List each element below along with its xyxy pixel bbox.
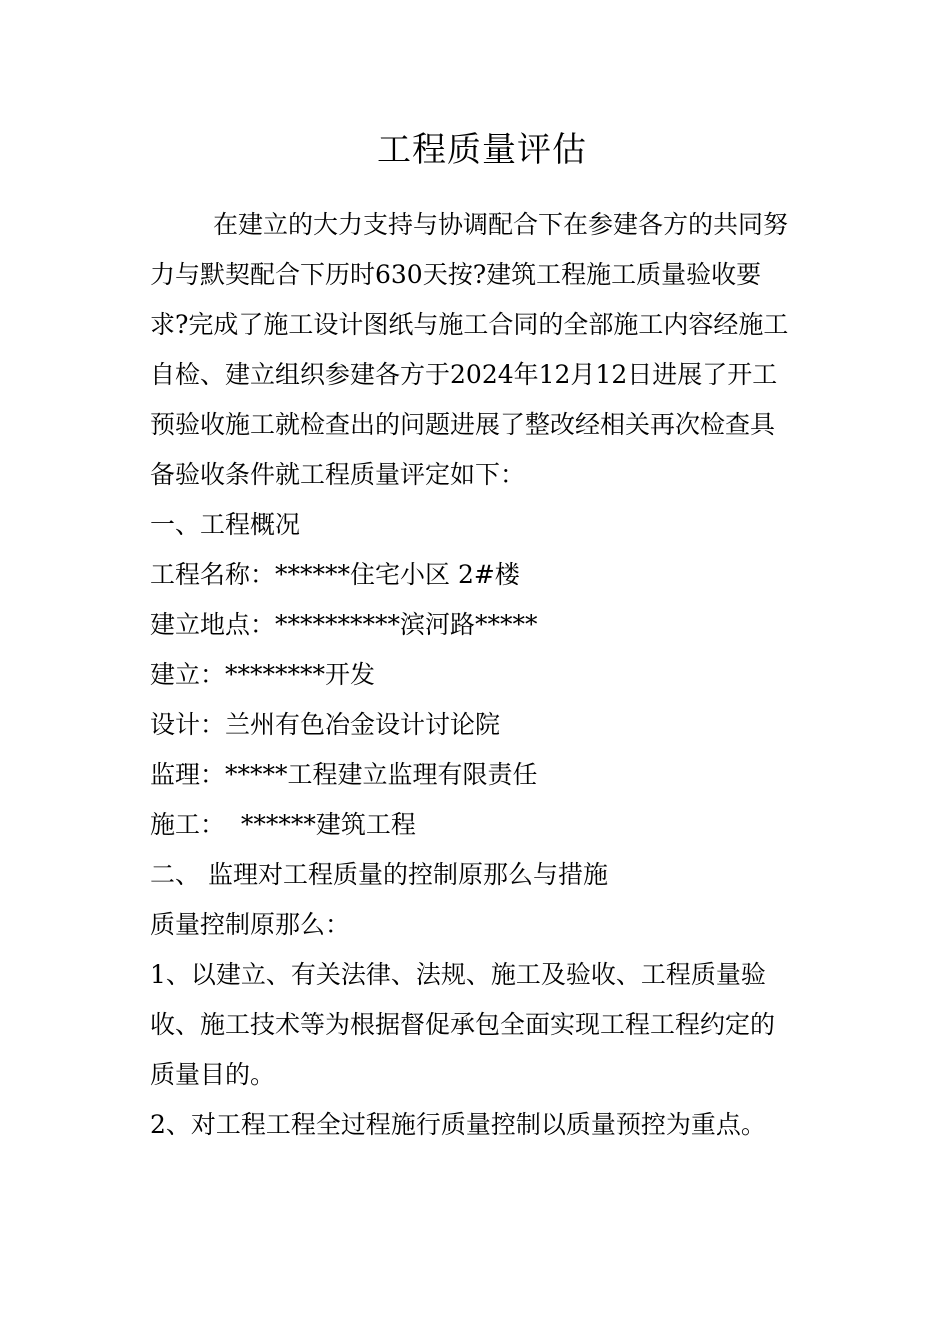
document-title: 工程质量评估 [377, 130, 587, 170]
overview-item-contractor: 施工： ******建筑工程 [150, 810, 416, 839]
overview-item-location: 建立地点：**********滨河路***** [150, 610, 538, 639]
principles-heading: 质量控制原那么： [150, 910, 351, 939]
intro-line: 预验收施工就检查出的问题进展了整改经相关再次检查具 [150, 410, 776, 439]
intro-line: 在建立的大力支持与协调配合下在参建各方的共同努 [213, 210, 789, 239]
overview-item-designer: 设计：兰州有色冶金设计讨论院 [150, 710, 501, 739]
intro-line: 自检、建立组织参建各方于2024年12月12日进展了开工 [150, 360, 778, 389]
overview-item-developer: 建立：********开发 [150, 660, 376, 689]
principle-1-line: 1、以建立、有关法律、法规、施工及验收、工程质量验 [150, 960, 766, 989]
overview-item-project-name: 工程名称：******住宅小区 2#楼 [150, 560, 520, 589]
intro-line: 力与默契配合下历时630天按?建筑工程施工质量验收要 [150, 260, 762, 289]
overview-item-supervisor: 监理：*****工程建立监理有限责任 [150, 760, 538, 789]
document-body [150, 200, 810, 1150]
principle-2-line: 2、对工程工程全过程施行质量控制以质量预控为重点。 [150, 1110, 766, 1139]
intro-line: 求?完成了施工设计图纸与施工合同的全部施工内容经施工 [150, 310, 789, 339]
section-heading-overview: 一、工程概况 [150, 510, 301, 539]
section-heading-quality-control: 二、 监理对工程质量的控制原那么与措施 [150, 860, 608, 889]
intro-line: 备验收条件就工程质量评定如下： [150, 460, 526, 489]
principle-1-line: 质量目的。 [150, 1060, 276, 1089]
principle-1-line: 收、施工技术等为根据督促承包全面实现工程工程约定的 [150, 1010, 776, 1039]
